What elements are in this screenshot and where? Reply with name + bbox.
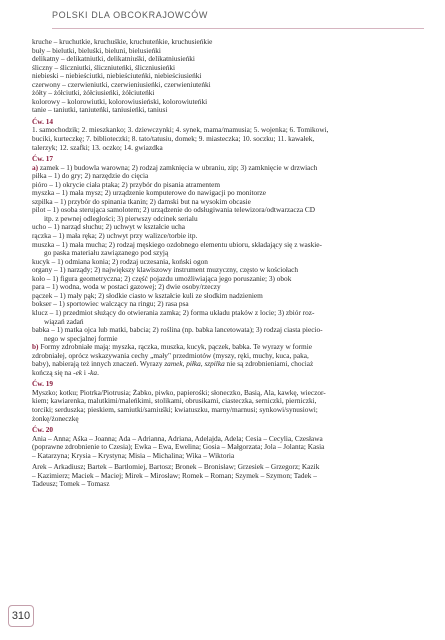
text-line: Arek – Arkadiusz; Bartek – Bartłomiej, Bartosz; Bronek – Bronisław; Grzesiek – Grzegorz; Kazik — [32, 462, 320, 472]
text-line: pilot – 1) osoba sterująca samolotem; 2) urządzenie do odsługiwania telewizora/odtwarzacza CD — [32, 205, 316, 215]
text-line: kolorowy – kolorowiutki, kolorowiusieński, kolorowiuteńki — [32, 96, 208, 106]
text-line: bokser – 1) sportowiec walczący na ringu; 2) rasa psa — [32, 299, 189, 309]
text-line: tanie – taniutki, taniuteńki, taniusieńki, taniusi — [32, 105, 168, 115]
text-line: klucz – 1) przedmiot służący do otwierania zamka; 2) forma układu ptaków z locie; 3) zbiór roz- — [32, 307, 315, 317]
text-line: rączka – 1) mała ręka; 2) uchwyt przy walizce/torbie itp. — [32, 231, 198, 241]
part-a-first-text: zamek – 1) budowla warowna; 2) rodzaj zamknięcia w ubraniu, zip; 3) zamknięcie w drzwiach — [38, 162, 318, 172]
text-line: delikatny – delikatniutki, delikatniuśki, delikatniusieńki — [32, 54, 195, 64]
text-line: pączek – 1) mały pąk; 2) słodkie ciasto w kształcie kuli ze słodkim nadzieniem — [32, 290, 263, 300]
text-line: organy – 1) narządy; 2) największy klawiszowy instrument muzyczny, często w kościołach — [32, 265, 299, 275]
text-line: para – 1) wodna, woda w postaci gazowej; 2) dwie osoby/rzeczy — [32, 282, 221, 292]
text-line: muszka – 1) mała mucha; 2) rodzaj męskiego ozdobnego elementu ubioru, składający się z waskie- — [32, 239, 322, 249]
text-line: czerwony – czerwieniutki, czerwieniusieńki, czerwieniuteńki — [32, 79, 211, 89]
exercise-17-a-block — [32, 172, 424, 343]
part-b-first-text: Formy zdrobniałe mają: myszka, rączka, muszka, kucyk, pączek, babka. Te wyrazy w formie — [38, 342, 312, 352]
text-line: nego w specjalnej formie — [44, 333, 118, 343]
exercise-19-block — [32, 389, 424, 423]
text-line: buciki, kurteczkę; 7. biblioteczki; 8. tato/tatusiu, domek; 9. miasteczka; 10. soczku; 11. kawałek, — [32, 134, 315, 144]
text-line: wiązań zadań — [44, 316, 84, 326]
exercise-19-heading: Ćw. 19 — [32, 379, 54, 389]
text-line: szpilka – 1) przybór do spinania tkanin; 2) damski but na wysokim obcasie — [32, 196, 251, 206]
running-header: POLSKI DLA OBCOKRAJOWCÓW — [52, 10, 208, 20]
part-b-label: b) — [32, 342, 39, 352]
exercise-14-heading: Ćw. 14 — [32, 116, 54, 126]
part-a-label: a) — [32, 162, 39, 172]
text-line: myszka – 1) mała mysz; 2) urządzenie komputerowe do nawigacji po monitorze — [32, 188, 267, 198]
text-line: go paska materiału zawiązanego pod szyją — [44, 248, 169, 258]
text-line: żółty – żółciutki, żółciusieńki, żółciuteńki — [32, 88, 155, 98]
text-line: kończą się na -ek i -ka. — [32, 367, 99, 377]
text-line: talerzyk; 12. szafki; 13. oczko; 14. gwiazdka — [32, 142, 163, 152]
text-line: baby), nabierają też innych znaczeń. Wyrazy zamek, piłka, szpilka nie są zdrobnieniami, chociaż — [32, 359, 314, 369]
text-line: – Katarzyna; Krysia – Krystyna; Misia – Michalina; Wika – Wiktoria — [32, 450, 235, 460]
text-line: zdrobniałej, oprócz wskazywania cechy „mały" przedmiotów (myszy, ręki, muchy, kuca, paka, — [32, 350, 309, 360]
text-line: niebieski – niebieściutki, niebieściuteńki, niebieściusieńki — [32, 71, 202, 81]
exercise-17-heading: Ćw. 17 — [32, 154, 54, 164]
text-line: koło – 1) figura geometryczna; 2) część pojazdu umożliwiająca jego poruszanie; 3) obok — [32, 273, 292, 283]
exercise-20-heading: Ćw. 20 — [32, 425, 54, 435]
exercise-20-block — [32, 435, 424, 489]
text-line: buły – bielutki, bieluśki, bieluni, bielusieńki — [32, 45, 161, 55]
exercise-14-block — [32, 126, 424, 152]
text-line: babka – 1) matka ojca lub matki, babcia; 2) roślina (np. babka lancetowata); 3) rodzaj ciasta piecio- — [32, 325, 323, 335]
header-divider — [52, 28, 424, 29]
text-line: Myszko; kotku; Piotrka/Piotrusia; Żabko, piwko, papierośki; słoneczko, Basią, Ala, kawkę, wieczor- — [32, 387, 326, 397]
text-line: 1. samochodzik; 2. mieszkanko; 3. dziewczynki; 4. synek, mama/mamusia; 5. wojenka; 6. Tomikowi, — [32, 125, 329, 135]
text-line: pióro – 1) okrycie ciała ptaka; 2) przybór do pisania atramentem — [32, 179, 221, 189]
text-line: torciki; serduszka; pieskiem, samiutki/samiuśki; kwiatuszku, marny/marnusi; synkowi/synusiowi; — [32, 404, 318, 414]
text-line: Tadeusz; Tomek – Tomasz — [32, 479, 110, 489]
answer-key-content — [32, 38, 424, 489]
text-line: kucyk – 1) odmiana konia; 2) rodzaj uczesania, koński ogon — [32, 256, 208, 266]
text-line: itp. z pewnej odległości; 3) pierwszy odcinek serialu — [44, 213, 198, 223]
page-number: 310 — [8, 605, 34, 627]
text-line: Ania – Anna; Aśka – Joanna; Ada – Adrianna, Adriana, Adelajda, Adela; Cesia – Cecylia, Czesława — [32, 433, 323, 443]
text-line: kiem; kawiarenka, malutkimi/maleńkimi, stolikami, obrusikami, ciasteczka, serniczki, pierniczki, — [32, 396, 317, 406]
text-line: – Kazimierz; Maciek – Maciej; Mirek – Mirosław; Romek – Roman; Szymek – Szymon; Tadek – — [32, 470, 317, 480]
text-line: ucho – 1) narząd słuchu; 2) uchwyt w kształcie ucha — [32, 222, 185, 232]
text-line: kruche – kruchutkie, kruchuśkie, kruchuteńkie, kruchusieńkie — [32, 37, 213, 46]
text-line: śliczny – śliczniutki, śliczniuteńki, śliczniusieńki — [32, 62, 176, 72]
text-line: piłka – 1) do gry; 2) narzędzie do cięcia — [32, 171, 149, 181]
exercise-17-b-block — [32, 352, 424, 378]
intro-block — [32, 38, 424, 115]
text-line: (poprawne zdrobnienie to Czesia); Ewka – Ewa, Ewelina; Gosia – Małgorzata; Jola – Jolanta; Kasia — [32, 442, 325, 452]
text-line: żonkę/żoneczkę — [32, 413, 79, 423]
